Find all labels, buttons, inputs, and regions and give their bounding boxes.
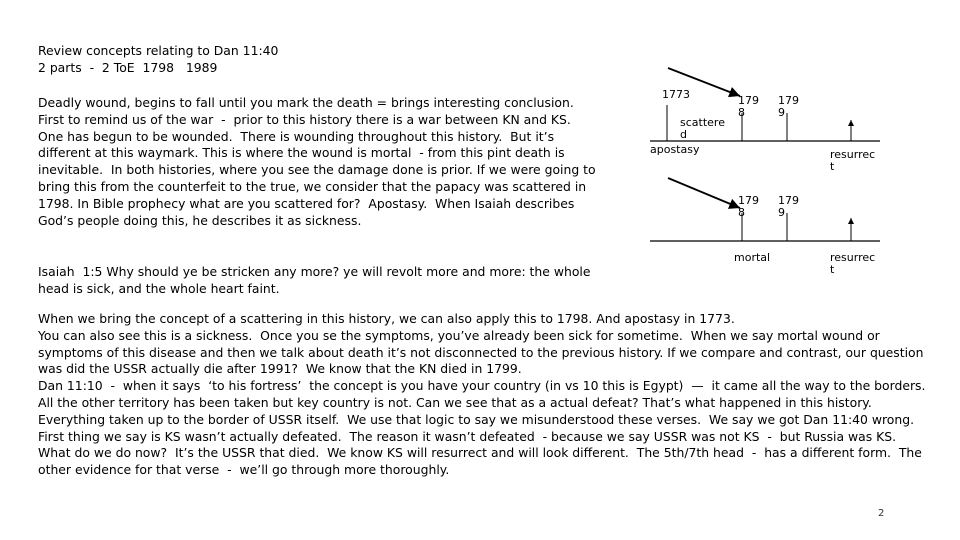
paragraph-discussion: When we bring the concept of a scattering in this history, we can also apply this to 1798. And apostasy in 1773. You can also see this is a sickness. Once you se the symptoms, you’ve already been sick for sometime. When we say mortal wound or symptoms of this disease and then we talk about death it’s not disconnected to the previous history. If we compare and contrast, our question was did the USSR actually die after 1991? We know that the KN died in 1799. Dan 11:10 - when it says ‘to his fortress’ the concept is you have your country (in vs 10 this is Egypt) — it came all the way to the borders. All the other territory has been taken but key country is not. Can we see that as a actual defeat? That’s what happened in this history. Everything taken up to the border of USSR itself. We use that logic to say we misunderstood these verses. We say we got Dan 11:40 wrong. First thing we say is KS wasn’t actually defeated. The reason it wasn’t defeated - because we say USSR was not KS - but Russia was KS. What do we do now? It’s the USSR that died. We know KS will resurrect and will look different. The 5th/7th head - has a different form. The other evidence for that verse - we’ll go through more thoroughly.	[38, 311, 926, 478]
label-mortal: mortal	[734, 251, 771, 264]
label-line: t	[830, 160, 835, 173]
label-line: 9	[778, 206, 785, 219]
label-line: 9	[778, 106, 785, 119]
label-line: 8	[738, 206, 745, 219]
label-1773: 1773	[662, 88, 690, 101]
slide-title: Review concepts relating to Dan 11:40 2 parts - 2 ToE 1798 1989	[38, 43, 279, 75]
label-line: d	[680, 128, 687, 141]
label-resurrect-lower: resurrec t	[830, 251, 876, 276]
label-1799-upper: 179 9	[778, 94, 799, 119]
label-apostasy: apostasy	[650, 143, 700, 156]
lower-diagonal-arrow	[668, 178, 740, 208]
paragraph-deadly-wound: Deadly wound, begins to fall until you mark the death = brings interesting conclusion. First to remind us of the war - prior to this history there is a war between KN and KS. One has begun to be wounded. There is wounding throughout this history. But it’s different at this waymark. This is where the wound is mortal - from this pint death is inevitable. In both histories, where you see the damage done is prior. If we were going to bring this from the counterfeit to the true, we consider that the papacy was scattered in 1798. In Bible prophecy what are you scattered for? Apostasy. When Isaiah describes God’s people doing this, he describes it as sickness.	[38, 95, 600, 228]
paragraph-isaiah-quote: Isaiah 1:5 Why should ye be stricken any more? ye will revolt more and more: the whole head is sick, and the whole heart faint.	[38, 264, 595, 296]
label-1798-lower: 179 8	[738, 194, 759, 219]
upper-timeline	[650, 68, 880, 173]
page-number: 2	[878, 508, 885, 519]
label-1799-lower: 179 9	[778, 194, 799, 219]
timeline-diagram	[640, 58, 890, 288]
label-line: t	[830, 263, 835, 276]
label-resurrect-upper: resurrec t	[830, 148, 876, 173]
label-line: 8	[738, 106, 745, 119]
label-1798-upper: 179 8	[738, 94, 759, 119]
label-scattered: scattere d	[680, 116, 725, 141]
lower-timeline	[650, 178, 880, 276]
